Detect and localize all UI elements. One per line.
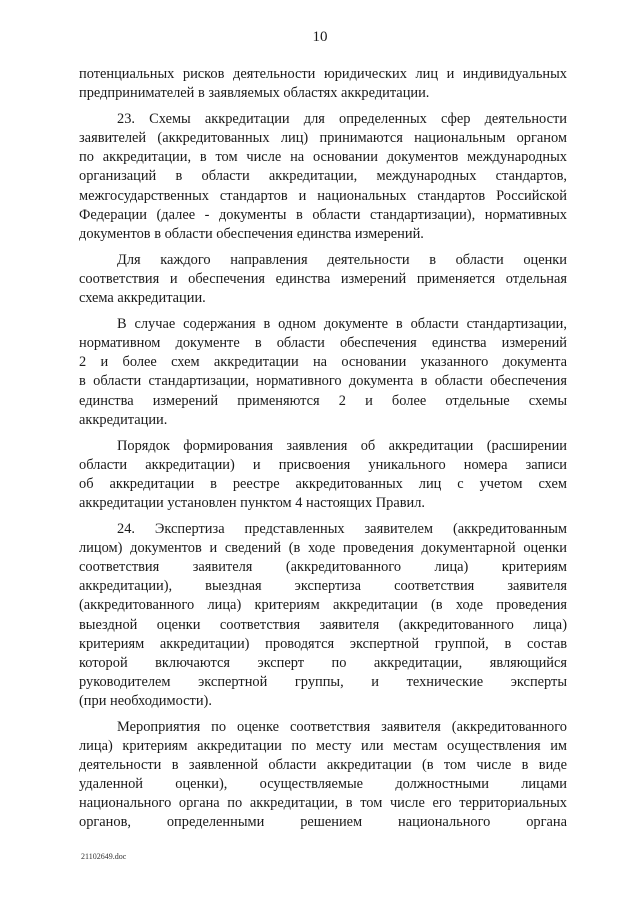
page-number: 10: [312, 29, 328, 45]
paragraph-separate-scheme: [79, 251, 567, 308]
text-line: межгосударственных стандартов и национальных стандартов Российской: [79, 187, 567, 204]
text-line: Для каждого направления деятельности в области оценки: [117, 251, 567, 268]
text-line: аккредитации установлен пунктом 4 настоящих Правил.: [79, 494, 425, 511]
text-line: (при необходимости).: [79, 692, 212, 709]
text-line: В случае содержания в одном документе в области стандартизации,: [117, 316, 567, 333]
text-line: национального органа по аккредитации, в том числе его территориальных: [79, 795, 567, 812]
text-line: в области стандартизации, нормативного документа в области обеспечения: [79, 373, 567, 390]
text-line: схема аккредитации.: [79, 290, 206, 307]
text-line: лицом) документов и сведений (в ходе проведения документарной оценки: [79, 540, 567, 557]
file-name-footer: 21102649.doc: [81, 852, 127, 861]
text-line: Порядок формирования заявления об аккредитации (расширении: [117, 437, 567, 454]
paragraph-application-procedure: [79, 437, 567, 513]
text-line: области аккредитации) и присвоения уникального номера записи: [79, 456, 567, 473]
paragraph-item-23: [79, 110, 567, 244]
text-line: 23. Схемы аккредитации для определенных сфер деятельности: [117, 111, 567, 128]
text-line: лица) критериям аккредитации по месту или местам осуществления им: [79, 738, 567, 755]
paragraph-continuation: [79, 65, 567, 103]
text-line: заявителей (аккредитованных лиц) принимаются национальным органом: [79, 130, 567, 147]
paragraph-assessment-measures: [79, 718, 567, 833]
paragraph-item-24: [79, 520, 567, 711]
text-line: предпринимателей в заявляемых областях аккредитации.: [79, 85, 430, 102]
text-line: деятельности в заявленной области аккредитации (в том числе в виде: [79, 757, 567, 774]
text-line: соответствия заявителя (аккредитованного лица) критериям: [79, 559, 567, 576]
text-line: по аккредитации, в том числе на основании документов международных: [79, 149, 567, 166]
text-line: которой включаются эксперт по аккредитации, являющийся: [79, 654, 567, 671]
text-line: соответствия и обеспечения единства измерений применяется отдельная: [79, 270, 567, 287]
text-line: Федерации (далее - документы в области стандартизации), нормативных: [79, 206, 567, 223]
text-line: критериям аккредитации) проводятся экспертной группой, в состав: [79, 635, 567, 652]
text-line: выездной оценки соответствия заявителя (аккредитованного лица): [79, 616, 567, 633]
text-line: потенциальных рисков деятельности юридических лиц и индивидуальных: [79, 66, 567, 82]
text-line: нормативном документе в области обеспечения единства измерений: [79, 335, 567, 352]
text-line: удаленной оценки), осуществляемые должностными лицами: [79, 776, 567, 793]
paragraph-multiple-schemes: [79, 315, 567, 430]
text-line: аккредитации.: [79, 411, 168, 428]
text-line: руководителем экспертной группы, и технические эксперты: [79, 673, 567, 690]
text-line: Мероприятия по оценке соответствия заявителя (аккредитованного: [117, 719, 567, 735]
text-line: об аккредитации в реестре аккредитованных лиц с учетом схем: [79, 475, 567, 492]
text-line: органов, определенными решением национального органа: [79, 814, 567, 831]
text-line: аккредитации), выездная экспертиза соответствия заявителя: [79, 578, 567, 595]
text-line: (аккредитованного лица) критериям аккредитации (в ходе проведения: [79, 597, 567, 614]
text-line: документов в области обеспечения единства измерений.: [79, 225, 424, 242]
text-line: 24. Экспертиза представленных заявителем (аккредитованным: [117, 521, 567, 538]
text-line: 2 и более схем аккредитации на основании указанного документа: [79, 354, 567, 371]
text-line: организаций в области аккредитации, международных стандартов,: [79, 168, 567, 185]
text-line: единства измерений применяются 2 и более отдельные схемы: [79, 392, 567, 409]
document-body: [79, 65, 567, 833]
